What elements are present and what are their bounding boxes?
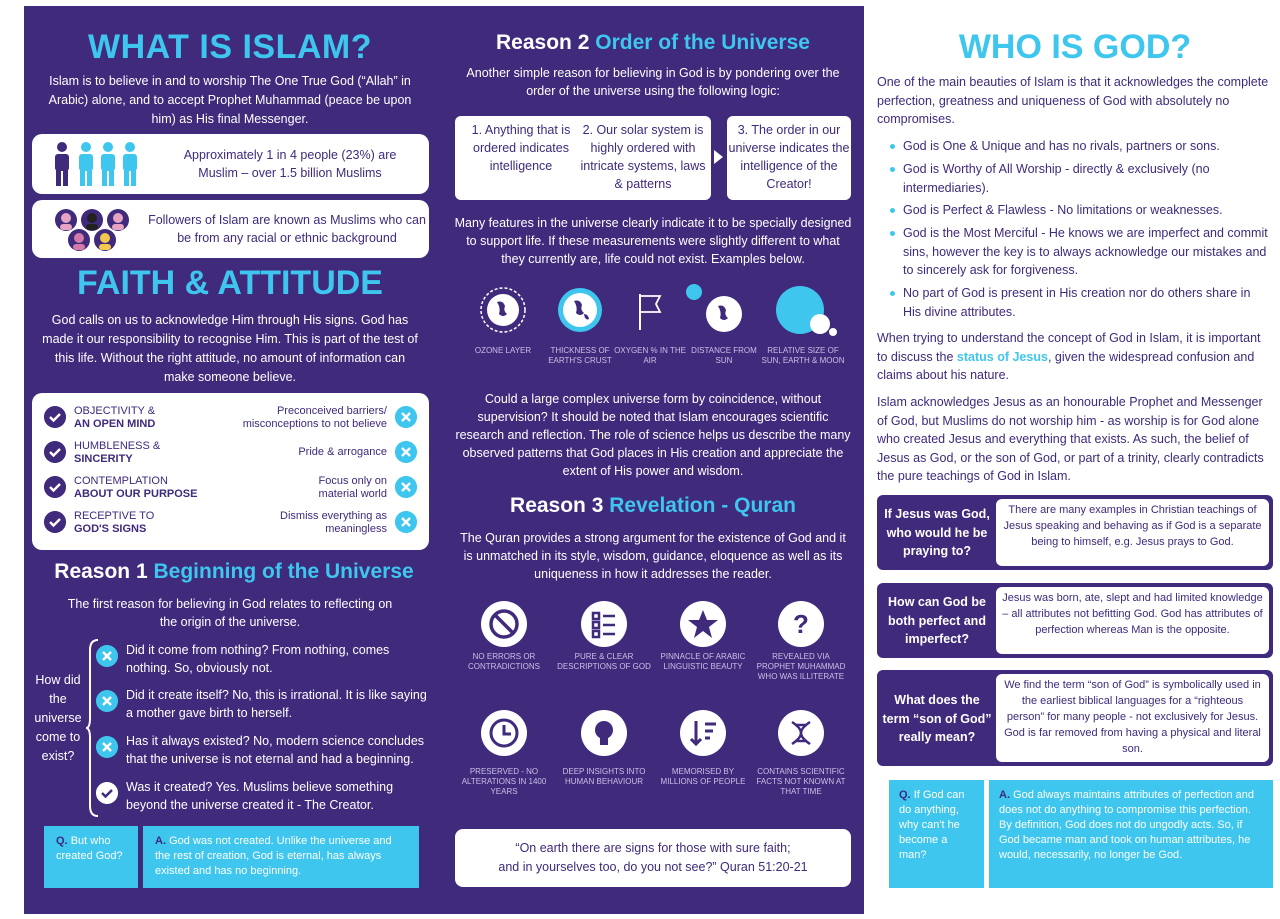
faq-question: How can God be both perfect and imperfect? [888,595,986,646]
example-label: DISTANCE FROM SUN [691,346,757,365]
dna-icon [778,710,824,756]
example-label: OXYGEN % IN THE AIR [614,346,686,365]
cross-icon [395,406,417,428]
islam-intro: Islam is to believe in and to worship The One True God (“Allah” in Arabic) alone, and to accept Prophet Muhammad (peace be upon him) as His final Messenger. [48,74,412,126]
reason3-intro: The Quran provides a strong argument for the existence of God and it is unmatched in its style, wisdom, guidance, eloquence as well as its uniqueness in how it addresses the reader. [460,531,846,581]
reason2-coincidence: Could a large complex universe form by coincidence, without supervision? It should be noted that Islam encourages scientific research and reflection. The role of science helps us describe the many observed patterns that God places in His creation and appreciate the extent of His power and wisdom. [455,392,851,478]
quran-quote: “On earth there are signs for those with sure faith; and in yourselves too, do you not see?” Quran 51:20-21 [455,829,851,887]
attitude-card [32,393,429,550]
check-icon [96,782,118,804]
quran-feature-label: PINNACLE OF ARABIC LINGUISTIC BEAUTY [660,652,746,671]
diversity-card [32,200,429,258]
cross-icon [395,441,417,463]
example-label: RELATIVE SIZE OF SUN, EARTH & MOON [761,346,845,365]
checklist-icon [581,601,627,647]
people-icon [50,140,146,188]
reason3-heading: Reason 3 Revelation - Quran [510,494,796,517]
logic-step: 3. The order in our universe indicates the intelligence of the Creator! [727,116,851,200]
faq-card [877,670,1273,766]
muslim-population-card [32,134,429,194]
attitude-row [32,400,429,434]
check-icon [44,441,66,463]
no-errors-icon [481,601,527,647]
origin-option-text: Did it create itself? No, this is irrational. It is like saying a mother gave birth to herself. [126,688,427,720]
check-icon [44,406,66,428]
faq-answer: We find the term “son of God” is symbolically used in the earliest biblical languages for a “righteous person” for many people - not exclusively for Jesus. God is far removed from having a physical and literal son. [996,674,1269,762]
question-box: Q. But who created God? [44,826,138,888]
faq-answer: Jesus was born, ate, slept and had limited knowledge – all attributes not befitting God. God has attributes of perfection whereas Man is the opposite. [996,587,1269,654]
cross-icon [395,511,417,533]
clock-icon [481,710,527,756]
reason2-features: Many features in the universe clearly indicate it to be specially designed to support life. If these measurements were slightly different to what they currently are, life could not exist. Examples below. [454,216,852,266]
check-icon [44,476,66,498]
quran-feature-label: REVEALED VIA PROPHET MUHAMMAD WHO WAS ILLITERATE [756,652,846,681]
population-stat-text: Approximately 1 in 4 people (23%) are Muslim – over 1.5 billion Muslims [183,148,397,180]
diverse-faces-icon [52,205,136,253]
attitude-negative: Preconceived barriers/ misconceptions to not believe [242,405,387,430]
cross-icon [96,736,118,758]
cross-icon [96,690,118,712]
attitude-positive: HUMBLENESS & SINCERITY [74,440,161,465]
air-flag-icon [626,284,674,336]
reason1-intro: The first reason for believing in God relates to reflecting on the origin of the universe. [67,597,393,629]
logic-step: 1. Anything that is ordered indicates intelligence [455,116,587,200]
logic-step: 2. Our solar system is highly ordered with intricate systems, laws & patterns [575,116,711,200]
faith-attitude-title: FAITH & ATTITUDE [77,264,383,302]
cross-icon [96,645,118,667]
quran-feature-label: MEMORISED BY MILLIONS OF PEOPLE [660,767,746,786]
attitude-positive: CONTEMPLATION ABOUT OUR PURPOSE [74,475,198,500]
question-box: Q. If God can do anything, why can't he become a man? [889,780,984,888]
faq-question: What does the term “son of God” really mean? [882,693,992,744]
attitude-row [32,435,429,469]
answer-box: A. God always maintains attributes of perfection and does not do anything to compromise this perfection. By definition, God does not do ungodly acts. So, if God became man and took on human attributes, he would, necessarily, no longer be God. [989,780,1273,888]
faq-card [877,583,1273,658]
attitude-negative: Focus only on material world [318,475,387,500]
star-icon [680,601,726,647]
faith-text: God calls on us to acknowledge Him through His signs. God has made it our responsibility to recognise Him. This is part of the test of this life. Without the right attitude, no amount of information can make someone believe. [42,313,418,384]
attitude-row [32,505,429,539]
faq-card [877,495,1273,570]
who-is-god-title: WHO IS GOD? [958,28,1192,66]
status-of-jesus-highlight: status of Jesus [956,349,1048,364]
attitude-negative: Dismiss everything as meaningless [280,510,387,535]
sun-earth-moon-icon [770,286,840,340]
what-is-islam-title: WHAT IS ISLAM? [88,28,372,66]
quran-feature-label: CONTAINS SCIENTIFIC FACTS NOT KNOWN AT THAT TIME [756,767,846,796]
example-label: OZONE LAYER [474,346,532,355]
quran-feature-label: NO ERRORS OR CONTRADICTIONS [468,652,540,671]
followers-text: Followers of Islam are known as Muslims who can be from any racial or ethnic background [148,213,426,245]
attitude-row [32,470,429,504]
attitude-positive: RECEPTIVE TO GOD'S SIGNS [74,510,155,535]
origin-option-text: Has it always existed? No, modern science concludes that the universe is not eternal and had a beginning. [126,734,425,766]
quran-feature-label: PURE & CLEAR DESCRIPTIONS OF GOD [557,652,651,671]
attitude-negative: Pride & arrogance [298,446,387,458]
reason2-intro: Another simple reason for believing in God is by pondering over the order of the universe using the following logic: [466,66,840,98]
answer-box: A. God was not created. Unlike the universe and the rest of creation, God is eternal, has always existed and has no beginning. [143,826,419,888]
origin-option-text: Did it come from nothing? From nothing, comes nothing. So, obviously not. [126,643,390,675]
origin-option-text: Was it created? Yes. Muslims believe something beyond the universe created it - The Creator. [126,780,394,812]
jesus-prophet-text: Islam acknowledges Jesus as an honourable Prophet and Messenger of God, but Muslims do not worship him - as worship is for God alone who created Jesus and everything that exists. As such, the belief of Jesus as God, or the son of God, or part of a trinity, clearly contradicts the pure teachings of God in Islam. [877,395,1264,483]
example-label: THICKNESS OF EARTH'S CRUST [548,346,612,365]
jesus-status-text: When trying to understand the concept of God in Islam, it is important to discuss the status of Jesus, given the widespread confusion and claims about his nature. [877,331,1261,382]
quran-feature-label: PRESERVED - NO ALTERATIONS IN 1400 YEARS [461,767,547,796]
reason2-heading: Reason 2 Order of the Universe [496,31,810,54]
cross-icon [395,476,417,498]
attitude-positive: OBJECTIVITY & AN OPEN MIND [74,405,156,430]
god-intro: One of the main beauties of Islam is that it acknowledges the complete perfection, greatness and uniqueness of God with absolutely no compromises. [877,75,1269,126]
sort-descending-icon [680,710,726,756]
reason1-heading: Reason 1 Beginning of the Universe [54,560,414,583]
arrow-right-icon [714,150,723,164]
quran-feature-label: DEEP INSIGHTS INTO HUMAN BEHAVIOUR [562,767,646,786]
lightbulb-icon [581,710,627,756]
origin-question: How did the universe come to exist? [34,673,82,763]
sun-distance-icon [684,284,754,342]
check-icon [44,511,66,533]
faq-question: If Jesus was God, who would he be praying to? [884,507,990,558]
svg-text:?: ? [793,609,809,639]
earth-crust-icon [556,284,604,336]
question-mark-icon [778,601,824,647]
faq-answer: There are many examples in Christian teachings of Jesus speaking and behaving as if God is a separate being to himself, e.g. Jesus prays to God. [996,499,1269,566]
ozone-globe-icon [479,284,527,336]
